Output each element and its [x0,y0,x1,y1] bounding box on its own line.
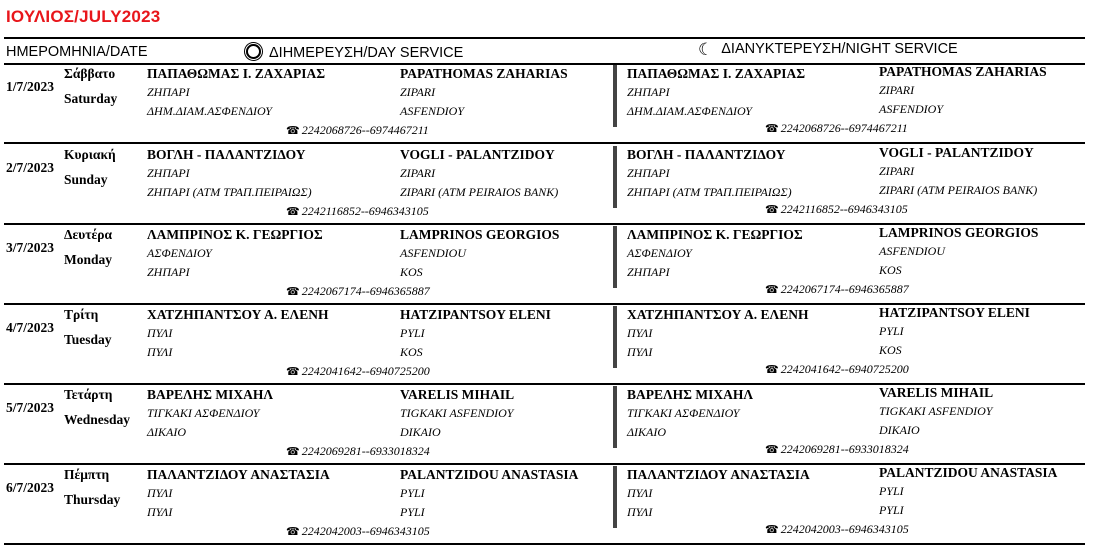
column-divider [613,386,617,448]
column-divider [613,226,617,288]
night-phone [765,202,908,217]
day-phone [286,444,430,459]
night-pharmacist-gr: ΒΑΡΕΛΗΣ ΜΙΧΑΗΛ [627,387,754,402]
weekday-gr: Τετάρτη [64,387,113,402]
day-address1-en: ASFENDIOU [400,246,466,260]
weekday-en: Tuesday [64,332,112,347]
night-phone-number: 2242068726--6974467211 [780,121,908,135]
night-pharmacist-en: PAPATHOMAS ZAHARIAS [879,64,1047,79]
weekday-gr: Κυριακή [64,147,116,162]
night-phone [765,522,909,537]
phone-icon: ☎ [286,206,300,218]
day-pharmacist-en: PAPATHOMAS ZAHARIAS [400,66,568,81]
night-address1-gr: ΖΗΠΑΡΙ [627,166,670,180]
day-address1-gr: ΑΣΦΕΝΔΙΟΥ [147,246,212,260]
table-row [4,304,1085,385]
page-title: ΙΟΥΛΙΟΣ/JULY2023 [6,7,161,26]
weekday-en: Sunday [64,172,108,187]
night-address2-en: ASFENDIOY [879,102,943,116]
night-address1-gr: ΠΥΛΙ [627,326,653,340]
day-address2-gr: ΠΥΛΙ [147,345,173,359]
night-phone [765,282,909,297]
phone-icon: ☎ [765,364,779,376]
day-address2-en: KOS [400,265,423,279]
weekday-en: Thursday [64,492,121,507]
night-pharmacist-en: HATZIPANTSOY ELENI [879,305,1030,320]
day-address1-gr: ΤΙΓΚΑΚΙ ΑΣΦΕΝΔΙΟΥ [147,406,260,420]
table-row [4,384,1085,465]
date-column-header: ΗΜΕΡΟΜΗΝΙΑ/DATE [6,44,148,60]
day-phone-number: 2242042003--6946343105 [301,524,430,538]
day-address1-en: PYLI [400,486,425,500]
night-address2-gr: ΠΥΛΙ [627,505,653,519]
day-phone [286,204,429,219]
day-pharmacist-gr: ΠΑΛΑΝΤΖΙΔΟΥ ΑΝΑΣΤΑΣΙΑ [147,467,330,482]
date-cell: 1/7/2023 [6,79,55,94]
column-divider [613,65,617,127]
day-address1-en: PYLI [400,326,425,340]
day-phone [286,524,430,539]
phone-icon: ☎ [765,284,779,296]
day-phone-number: 2242067174--6946365887 [301,284,430,298]
day-address1-en: ZIPARI [400,85,436,99]
night-service-label: ΔΙΑΝΥΚΤΕΡΕΥΣΗ/NIGHT SERVICE [721,41,958,57]
night-address1-gr: ΤΙΓΚΑΚΙ ΑΣΦΕΝΔΙΟΥ [627,406,740,420]
day-address2-gr: ΔΗΜ.ΔΙΑΜ.ΑΣΦΕΝΔΙΟΥ [147,104,272,118]
night-address2-gr: ΔΙΚΑΙΟ [627,425,667,439]
table-row [4,63,1085,144]
weekday-en: Monday [64,252,113,267]
day-address1-gr: ΖΗΠΑΡΙ [147,166,190,180]
night-phone-number: 2242067174--6946365887 [780,282,909,296]
night-address2-en: PYLI [879,503,904,517]
sun-icon [246,44,261,59]
day-pharmacist-en: PALANTZIDOU ANASTASIA [400,467,579,482]
night-address2-en: KOS [879,263,902,277]
day-pharmacist-gr: ΛΑΜΠΡΙΝΟΣ Κ. ΓΕΩΡΓΙΟΣ [147,227,323,242]
day-address2-gr: ΠΥΛΙ [147,505,173,519]
night-pharmacist-en: PALANTZIDOU ANASTASIA [879,465,1058,480]
night-pharmacist-gr: ΠΑΛΑΝΤΖΙΔΟΥ ΑΝΑΣΤΑΣΙΑ [627,467,810,482]
night-address1-en: PYLI [879,484,904,498]
night-address1-gr: ΑΣΦΕΝΔΙΟΥ [627,246,692,260]
day-address2-en: PYLI [400,505,425,519]
day-phone-number: 2242116852--6946343105 [301,204,429,218]
moon-icon: ☾ [698,40,714,59]
table-row [4,224,1085,305]
day-address2-gr: ΖΗΠΑΡΙ (ΑΤΜ ΤΡΑΠ.ΠΕΙΡΑΙΩΣ) [147,185,312,199]
night-phone-number: 2242042003--6946343105 [780,522,909,536]
day-address2-en: ASFENDIOY [400,104,464,118]
night-pharmacist-gr: ΛΑΜΠΡΙΝΟΣ Κ. ΓΕΩΡΓΙΟΣ [627,227,803,242]
day-phone-number: 2242041642--6940725200 [301,364,430,378]
weekday-gr: Σάββατο [64,66,116,81]
night-address2-en: DIKAIO [879,423,920,437]
weekday-en: Wednesday [64,412,131,427]
day-pharmacist-en: VOGLI - PALANTZIDOY [400,147,555,162]
night-address1-gr: ΖΗΠΑΡΙ [627,85,670,99]
weekday-gr: Πέμπτη [64,467,110,482]
weekday-gr: Δευτέρα [64,227,112,242]
night-address1-gr: ΠΥΛΙ [627,486,653,500]
phone-icon: ☎ [286,286,300,298]
day-pharmacist-en: HATZIPANTSOY ELENI [400,307,551,322]
date-cell: 3/7/2023 [6,240,55,255]
date-cell: 5/7/2023 [6,400,55,415]
phone-icon: ☎ [765,444,779,456]
day-phone-number: 2242069281--6933018324 [301,444,430,458]
night-service-header [698,41,958,59]
day-pharmacist-en: LAMPRINOS GEORGIOS [400,227,560,242]
day-address2-gr: ΔΙΚΑΙΟ [147,425,187,439]
table-header [4,37,1085,65]
night-address2-en: ZIPARI (ATM PEIRAIOS BANK) [879,183,1038,197]
day-address2-en: ZIPARI (ATM PEIRAIOS BANK) [400,185,559,199]
night-address1-en: TIGKAKI ASFENDIOY [879,404,993,418]
night-pharmacist-en: VOGLI - PALANTZIDOY [879,145,1034,160]
night-pharmacist-en: LAMPRINOS GEORGIOS [879,225,1039,240]
phone-icon: ☎ [765,123,779,135]
day-address1-gr: ΠΥΛΙ [147,326,173,340]
day-pharmacist-gr: ΠΑΠΑΘΩΜΑΣ Ι. ΖΑΧΑΡΙΑΣ [147,66,326,81]
day-pharmacist-gr: ΒΟΓΛΗ - ΠΑΛΑΝΤΖΙΔΟΥ [147,147,306,162]
night-address2-en: KOS [879,343,902,357]
date-cell: 2/7/2023 [6,160,55,175]
night-address2-gr: ΖΗΠΑΡΙ (ΑΤΜ ΤΡΑΠ.ΠΕΙΡΑΙΩΣ) [627,185,792,199]
night-address2-gr: ΔΗΜ.ΔΙΑΜ.ΑΣΦΕΝΔΙΟΥ [627,104,752,118]
night-phone-number: 2242041642--6940725200 [780,362,909,376]
night-phone-number: 2242069281--6933018324 [780,442,909,456]
night-pharmacist-gr: ΒΟΓΛΗ - ΠΑΛΑΝΤΖΙΔΟΥ [627,147,786,162]
day-address1-gr: ΠΥΛΙ [147,486,173,500]
column-divider [613,466,617,528]
weekday-gr: Τρίτη [64,307,99,322]
date-cell: 4/7/2023 [6,320,55,335]
day-address2-en: KOS [400,345,423,359]
column-divider [613,146,617,208]
day-address1-en: TIGKAKI ASFENDIOY [400,406,514,420]
night-address1-en: ASFENDIOU [879,244,945,258]
night-address1-en: PYLI [879,324,904,338]
phone-icon: ☎ [286,366,300,378]
table-row [4,144,1085,225]
date-cell: 6/7/2023 [6,480,55,495]
day-address1-gr: ΖΗΠΑΡΙ [147,85,190,99]
night-phone [765,121,908,136]
day-service-header [246,44,463,61]
night-pharmacist-gr: ΧΑΤΖΗΠΑΝΤΣΟΥ Α. ΕΛΕΝΗ [627,307,809,322]
day-pharmacist-en: VARELIS MIHAIL [400,387,515,402]
day-phone [286,364,430,379]
night-phone [765,362,909,377]
night-address1-en: ZIPARI [879,83,915,97]
day-service-label: ΔΙΗΜΕΡΕΥΣΗ/DAY SERVICE [269,45,464,61]
day-phone [286,284,430,299]
phone-icon: ☎ [286,446,300,458]
night-address2-gr: ΖΗΠΑΡΙ [627,265,670,279]
day-pharmacist-gr: ΒΑΡΕΛΗΣ ΜΙΧΑΗΛ [147,387,274,402]
phone-icon: ☎ [765,524,779,536]
table-row [4,464,1085,545]
day-address2-en: DIKAIO [400,425,441,439]
weekday-en: Saturday [64,91,118,106]
day-pharmacist-gr: ΧΑΤΖΗΠΑΝΤΣΟΥ Α. ΕΛΕΝΗ [147,307,329,322]
day-address2-gr: ΖΗΠΑΡΙ [147,265,190,279]
night-pharmacist-en: VARELIS MIHAIL [879,385,994,400]
column-divider [613,306,617,368]
night-phone [765,442,909,457]
phone-icon: ☎ [286,125,300,137]
phone-icon: ☎ [765,204,779,216]
night-pharmacist-gr: ΠΑΠΑΘΩΜΑΣ Ι. ΖΑΧΑΡΙΑΣ [627,66,806,81]
day-address1-en: ZIPARI [400,166,436,180]
night-address2-gr: ΠΥΛΙ [627,345,653,359]
day-phone [286,123,429,138]
night-address1-en: ZIPARI [879,164,915,178]
night-phone-number: 2242116852--6946343105 [780,202,908,216]
phone-icon: ☎ [286,526,300,538]
day-phone-number: 2242068726--6974467211 [301,123,429,137]
row-divider [4,543,1085,545]
